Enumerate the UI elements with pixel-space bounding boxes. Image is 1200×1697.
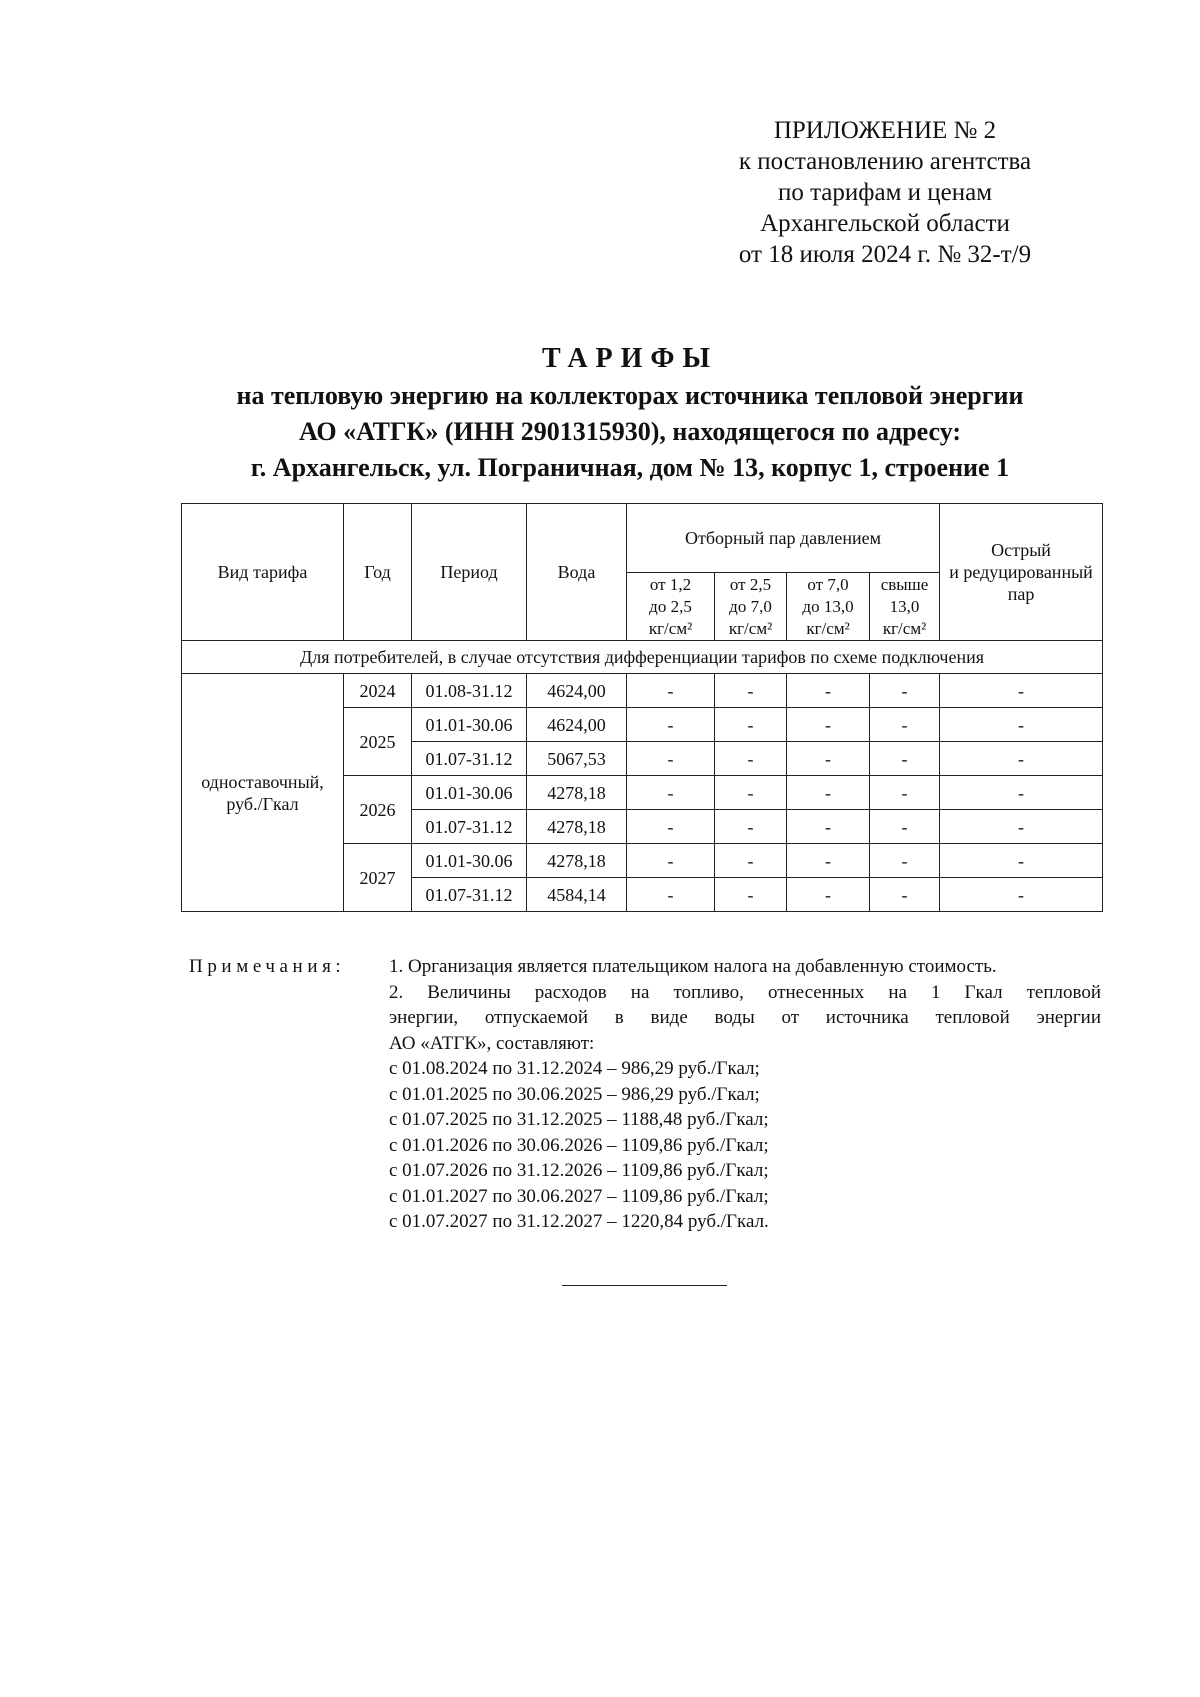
title-address: г. Архангельск, ул. Пограничная, дом № 13, корпус 1, строение 1 [250, 453, 1010, 482]
note-2-line: 2. Величины расходов на топливо, отнесенных на 1 Гкал тепловой [389, 981, 1101, 1003]
annex-header [700, 115, 1070, 270]
water-cell: 4278,18 [527, 844, 627, 878]
dash-cell: - [787, 742, 870, 776]
title-line: на тепловую энергию на коллекторах источника тепловой энергии [236, 381, 1024, 410]
pressure-unit: кг/см² [728, 618, 773, 638]
period-cell: 01.07-31.12 [412, 878, 527, 912]
table-header-row [182, 504, 1103, 573]
dash-cell: - [787, 776, 870, 810]
dash-cell: - [787, 844, 870, 878]
dash-cell: - [870, 776, 940, 810]
annex-line: к постановлению агентства [738, 148, 1032, 175]
period-cell: 01.08-31.12 [412, 674, 527, 708]
dash-cell: - [940, 878, 1103, 912]
dash-cell: - [940, 708, 1103, 742]
period-cell: 01.01-30.06 [412, 844, 527, 878]
dash-cell: - [715, 810, 787, 844]
dash-cell: - [870, 844, 940, 878]
dash-cell: - [715, 674, 787, 708]
pressure-to: 13,0 [889, 596, 920, 616]
water-cell: 4278,18 [527, 810, 627, 844]
header-water: Вода [527, 504, 627, 641]
header-sharp-steam [940, 504, 1103, 641]
notes-body [389, 954, 1101, 1235]
header-pressure-4 [870, 573, 940, 641]
header-sharp-line: Острый [991, 540, 1051, 560]
dash-cell: - [870, 674, 940, 708]
pressure-unit: кг/см² [882, 618, 927, 638]
pressure-from: от 2,5 [729, 574, 772, 594]
section-caption: Для потребителей, в случае отсутствия дифференциации тарифов по схеме подключения [182, 641, 1103, 674]
pressure-from: свыше [880, 574, 929, 594]
dash-cell: - [870, 708, 940, 742]
pressure-to: до 13,0 [802, 596, 854, 616]
header-pressure-2 [715, 573, 787, 641]
water-cell: 4584,14 [527, 878, 627, 912]
tariff-name [182, 674, 344, 912]
dash-cell: - [870, 878, 940, 912]
dash-cell: - [787, 878, 870, 912]
dash-cell: - [787, 708, 870, 742]
annex-date: от 18 июля 2024 г. № 32-т/9 [738, 241, 1032, 268]
dash-cell: - [627, 708, 715, 742]
dash-cell: - [715, 844, 787, 878]
dash-cell: - [940, 776, 1103, 810]
dash-cell: - [627, 844, 715, 878]
dash-cell: - [627, 776, 715, 810]
pressure-from: от 1,2 [649, 574, 692, 594]
dash-cell: - [715, 776, 787, 810]
dash-cell: - [940, 674, 1103, 708]
header-tariff-type: Вид тарифа [182, 504, 344, 641]
note-2-line: энергии, отпускаемой в виде воды от источника тепловой энергии [389, 1007, 1101, 1028]
water-cell: 5067,53 [527, 742, 627, 776]
water-cell: 4624,00 [527, 674, 627, 708]
notes-label: Примечания: [189, 956, 346, 977]
dash-cell: - [940, 742, 1103, 776]
fuel-cost-item: с 01.01.2026 по 30.06.2026 – 1109,86 руб./Гкал; [389, 1134, 769, 1156]
note-1: 1. Организация является плательщиком налога на добавленную стоимость. [389, 956, 997, 977]
dash-cell: - [940, 810, 1103, 844]
tariff-unit: руб./Гкал [226, 793, 299, 814]
dash-cell: - [627, 878, 715, 912]
header-pressure-1 [627, 573, 715, 641]
annex-line: Архангельской области [760, 210, 1010, 237]
title-line: АО «АТГК» (ИНН 2901315930), находящегося по адресу: [298, 417, 962, 446]
dash-cell: - [627, 810, 715, 844]
end-divider [562, 1285, 727, 1286]
pressure-unit: кг/см² [806, 618, 850, 638]
table-row [182, 674, 1103, 708]
pressure-from: от 7,0 [807, 574, 849, 594]
water-cell: 4278,18 [527, 776, 627, 810]
period-cell: 01.07-31.12 [412, 810, 527, 844]
tariff-name-line: одноставочный, [201, 771, 324, 792]
fuel-cost-item: с 01.07.2026 по 31.12.2026 – 1109,86 руб./Гкал; [389, 1160, 769, 1181]
year-cell: 2024 [344, 674, 412, 708]
year-cell: 2026 [344, 776, 412, 844]
annex-number: ПРИЛОЖЕНИЕ № 2 [773, 117, 997, 144]
header-period: Период [412, 504, 527, 641]
fuel-cost-item: с 01.08.2024 по 31.12.2024 – 986,29 руб./Гкал; [389, 1058, 760, 1079]
table-section-row [182, 641, 1103, 674]
dash-cell: - [787, 810, 870, 844]
dash-cell: - [715, 878, 787, 912]
title-main: ТАРИФЫ [542, 343, 718, 374]
dash-cell: - [627, 742, 715, 776]
fuel-cost-item: с 01.01.2025 по 30.06.2025 – 986,29 руб./Гкал; [389, 1083, 760, 1105]
year-cell: 2025 [344, 708, 412, 776]
dash-cell: - [940, 844, 1103, 878]
pressure-to: до 7,0 [729, 596, 772, 616]
note-2-line: АО «АТГК», составляют: [389, 1032, 595, 1054]
header-pressure-3 [787, 573, 870, 641]
fuel-cost-item: с 01.07.2025 по 31.12.2025 – 1188,48 руб./Гкал; [389, 1109, 769, 1130]
fuel-cost-item: с 01.07.2027 по 31.12.2027 – 1220,84 руб./Гкал. [389, 1211, 769, 1232]
dash-cell: - [627, 674, 715, 708]
tariffs-table [181, 503, 1103, 912]
annex-line: по тарифам и ценам [777, 179, 993, 206]
dash-cell: - [787, 674, 870, 708]
header-sharp-line: и редуцированный [949, 562, 1093, 582]
header-year: Год [344, 504, 412, 641]
dash-cell: - [715, 742, 787, 776]
pressure-to: до 2,5 [649, 596, 692, 616]
header-steam-group: Отборный пар давлением [627, 504, 940, 573]
period-cell: 01.07-31.12 [412, 742, 527, 776]
water-cell: 4624,00 [527, 708, 627, 742]
dash-cell: - [870, 742, 940, 776]
pressure-unit: кг/см² [648, 618, 693, 638]
document-title [160, 340, 1100, 486]
period-cell: 01.01-30.06 [412, 708, 527, 742]
dash-cell: - [715, 708, 787, 742]
header-sharp-line: пар [1007, 584, 1035, 604]
year-cell: 2027 [344, 844, 412, 912]
period-cell: 01.01-30.06 [412, 776, 527, 810]
fuel-cost-item: с 01.01.2027 по 30.06.2027 – 1109,86 руб./Гкал; [389, 1185, 769, 1207]
dash-cell: - [870, 810, 940, 844]
